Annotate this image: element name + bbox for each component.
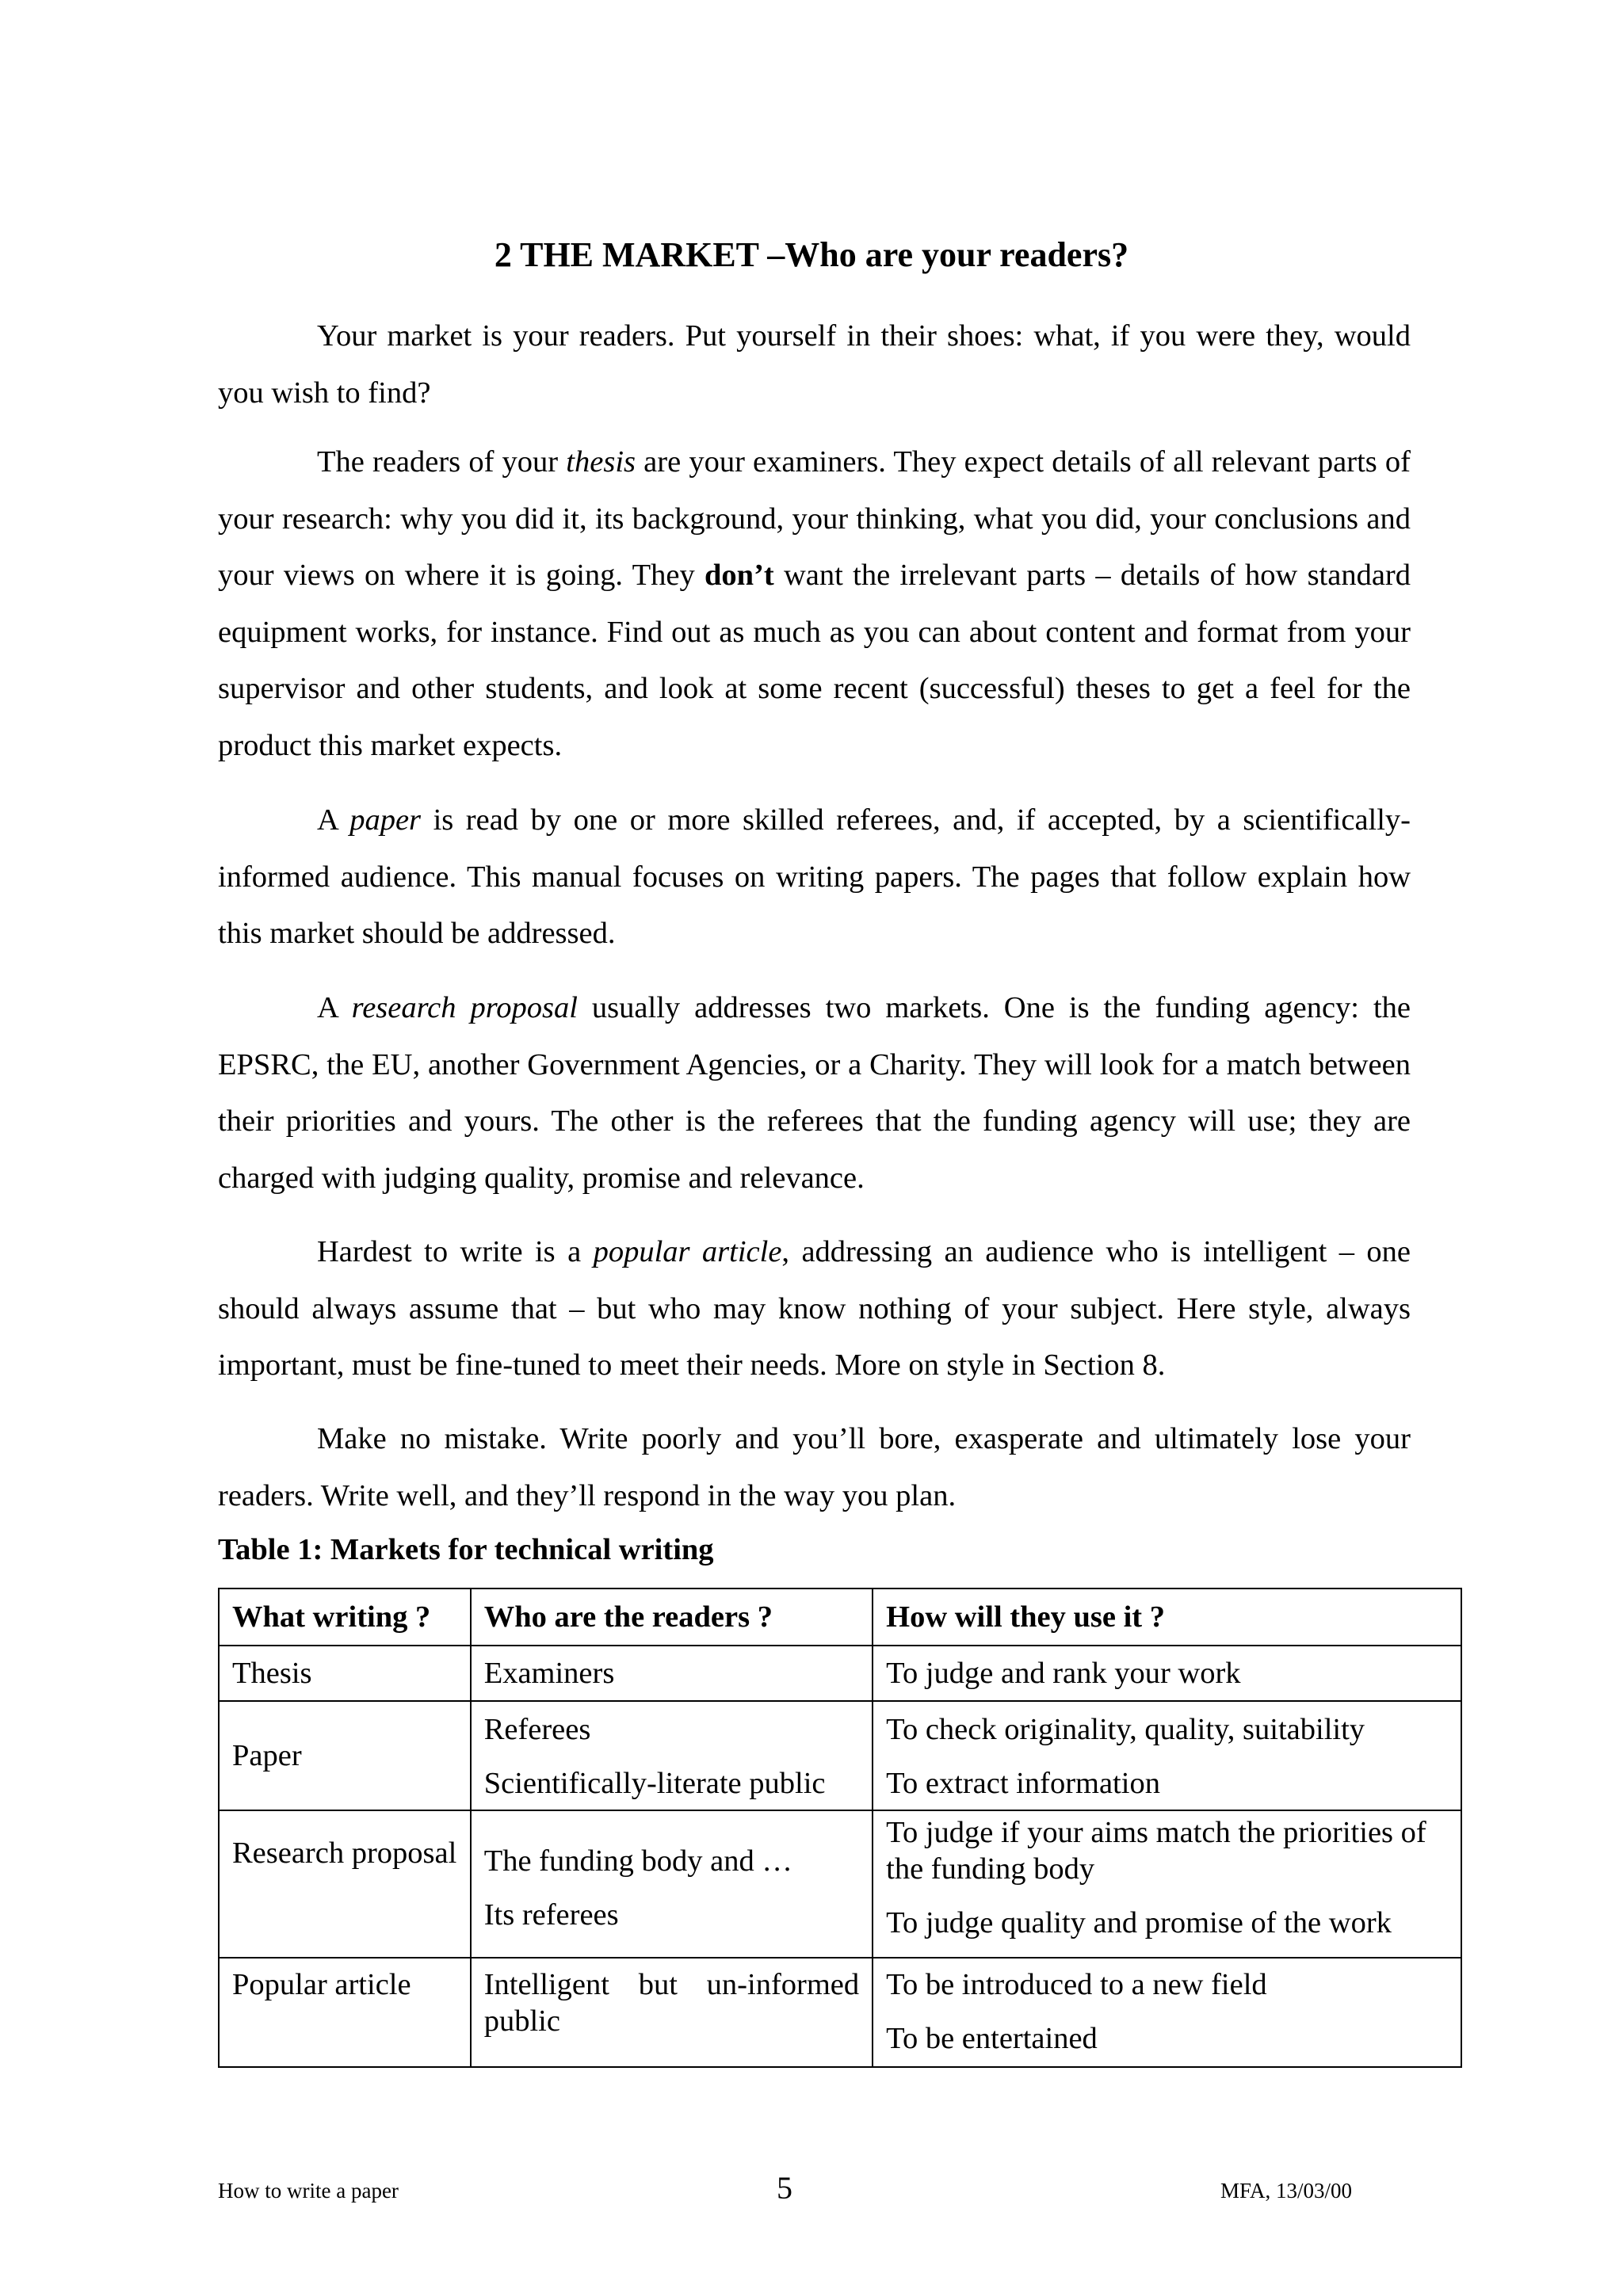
table-header-cell: What writing ? bbox=[219, 1589, 471, 1646]
paragraph-text: A bbox=[317, 991, 352, 1024]
cell-line: To judge if your aims match the priorities of the funding body bbox=[886, 1816, 1426, 1886]
cell-line: To check originality, quality, suitability bbox=[886, 1713, 1365, 1746]
emphasis-thesis: thesis bbox=[566, 445, 636, 479]
table-row bbox=[219, 1958, 1461, 2067]
paragraph-text: usually addresses two markets. One is the funding agency: the EPSRC, the EU, another Government Agencies, or a Charity. They will look for a match between their priorities and yours. The other is the referees that the funding agency will use; they are charged with judging quality, promise and relevance. bbox=[218, 991, 1411, 1195]
paragraph-text: Make no mistake. Write poorly and you’ll bore, exasperate and ultimately lose your readers. Write well, and they’ll respond in the way you plan. bbox=[218, 1422, 1411, 1512]
footer-title: How to write a paper bbox=[218, 2179, 399, 2203]
table-header-cell: How will they use it ? bbox=[873, 1589, 1461, 1646]
footer-author-date: MFA, 13/03/00 bbox=[1220, 2179, 1353, 2203]
paragraph-text: want the irrelevant parts – details of how standard equipment works, for instance. Find out as much as you can about content and format from your supervisor and other students, and look at some recent (successful) theses to get a feel for the product this market expects. bbox=[218, 559, 1411, 762]
paragraph-text: Hardest to write is a bbox=[317, 1235, 594, 1268]
cell-line: To be entertained bbox=[886, 2022, 1098, 2055]
cell-line: Referees bbox=[483, 1713, 591, 1746]
emphasis-paper: paper bbox=[349, 803, 422, 837]
paragraph-market bbox=[218, 308, 1411, 421]
paragraph-text: are your examiners. They expect details of all relevant parts of your research: why you did it, its background, your thinking, what you did, your conclusions and your views on where it is going. They bbox=[218, 445, 1411, 592]
cell-line: The funding body and … bbox=[483, 1844, 792, 1878]
table-cell-what: Research proposal bbox=[219, 1810, 471, 1958]
paragraph-text: A bbox=[317, 803, 350, 837]
table-row bbox=[219, 1701, 1461, 1810]
emphasis-dont: don’t bbox=[705, 559, 774, 592]
paragraph-popular-article bbox=[218, 1224, 1411, 1394]
table-cell-what: Popular article bbox=[219, 1958, 471, 2067]
table-cell-who bbox=[471, 1646, 873, 1701]
markets-table bbox=[218, 1588, 1462, 2068]
cell-line: To judge and rank your work bbox=[886, 1657, 1241, 1690]
table-cell-how bbox=[873, 1701, 1461, 1810]
table-row bbox=[219, 1810, 1461, 1958]
table-caption: Table 1: Markets for technical writing bbox=[218, 1533, 714, 1566]
emphasis-popular-article: popular article bbox=[593, 1235, 782, 1268]
page-number: 5 bbox=[777, 2170, 792, 2206]
paragraph-paper bbox=[218, 792, 1411, 963]
cell-line: To extract information bbox=[886, 1767, 1160, 1800]
table-header-row bbox=[219, 1589, 1461, 1646]
paragraph-text: is read by one or more skilled referees, and, if accepted, by a scientifically-informed audience. This manual focuses on writing papers. The pages that follow explain how this market should be addressed. bbox=[218, 803, 1411, 950]
paragraph-text: , addressing an audience who is intelligent – one should always assume that – but who may know nothing of your subject. Here style, always important, must be fine-tuned to meet their needs. More on style in Section 8. bbox=[218, 1235, 1411, 1382]
table-cell-who bbox=[471, 1958, 873, 2067]
table-cell-how bbox=[873, 1958, 1461, 2067]
paragraph-thesis bbox=[218, 434, 1411, 774]
cell-line: Examiners bbox=[483, 1657, 615, 1690]
cell-line: Intelligent but un-informed public bbox=[483, 1968, 860, 2038]
table-cell-who bbox=[471, 1810, 873, 1958]
table-header-cell: Who are the readers ? bbox=[471, 1589, 873, 1646]
paragraph-conclusion bbox=[218, 1411, 1411, 1524]
paragraph-text: The readers of your bbox=[317, 445, 567, 479]
table-cell-who bbox=[471, 1701, 873, 1810]
table-cell-what: Thesis bbox=[219, 1646, 471, 1701]
table-row bbox=[219, 1646, 1461, 1701]
cell-line: To be introduced to a new field bbox=[886, 1968, 1267, 2001]
section-heading: 2 THE MARKET –Who are your readers? bbox=[494, 235, 1129, 274]
cell-line: To judge quality and promise of the work bbox=[886, 1906, 1392, 1939]
paragraph-research-proposal bbox=[218, 980, 1411, 1207]
table-cell-how bbox=[873, 1646, 1461, 1701]
paragraph-text: Your market is your readers. Put yourself in their shoes: what, if you were they, would you wish to find? bbox=[218, 319, 1411, 410]
emphasis-research-proposal: research proposal bbox=[351, 991, 578, 1024]
table-cell-how bbox=[873, 1810, 1461, 1958]
cell-line: Scientifically-literate public bbox=[483, 1767, 826, 1800]
cell-line: Its referees bbox=[483, 1898, 619, 1932]
table-cell-what: Paper bbox=[219, 1701, 471, 1810]
